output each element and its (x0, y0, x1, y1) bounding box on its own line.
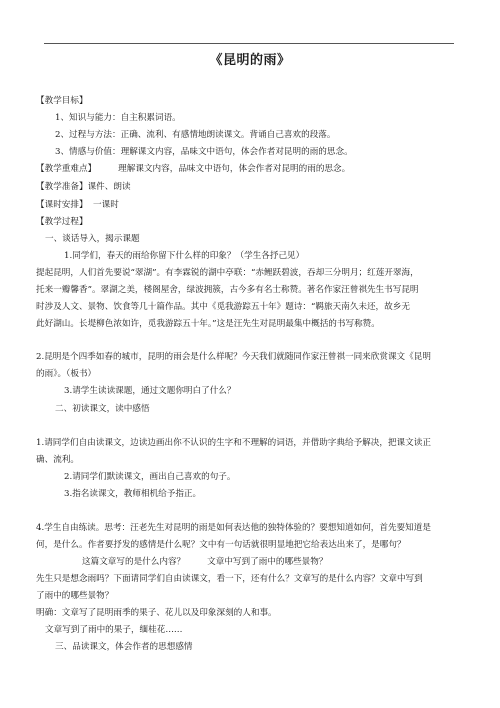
section1-question2-line: 2.昆明是个四季如春的城市，昆明的雨会是什么样呢？今天我们就随同作家汪曾祺一同来欣赏课文《昆明 (36, 352, 431, 362)
section2-fruit-line: 文章写到了雨中的果子，缅桂花…… (45, 625, 183, 635)
section2-item2: 2.请同学们默读课文，画出自己喜欢的句子。 (64, 472, 236, 482)
section1-paragraph-line: 托来一瓣馨香”。翠湖之美，楼阁屋舍，绿波拥簇，古今多有名士称赞。著名作家汪曾祺先生书写昆明 (36, 285, 419, 295)
section2-item4-line: 4.学生自由练读。思考：汪老先生对昆明的雨是如何表达他的独特体验的？要想知道如何，首先要知道是 (36, 523, 431, 533)
hours-line (36, 199, 468, 211)
section1-heading: 一、谈话导入，揭示课题 (45, 234, 140, 244)
section1-paragraph-line: 提起昆明，人们首先要说“翠湖”。有李霖锐的湖中亭联：“赤鲤跃碧波，吞却三分明月；红莲开翠海， (36, 268, 419, 278)
question-scenery: 文章中写到了雨中的哪些景物？ (207, 557, 328, 567)
goal-emotion: 3、情感与价值：理解课文内容，品味文中语句，体会作者对昆明的雨的思念。 (55, 147, 353, 157)
section2-item1-line: 确、流利。 (36, 455, 79, 465)
header-rule (44, 43, 454, 44)
section2-paragraph-line: 了雨中的哪些景物？ (36, 591, 114, 601)
section1-question3: 3.请学生读读课题，通过文题你明白了什么？ (64, 386, 236, 396)
key-points-line (36, 163, 468, 175)
section2-item3: 3.指名读课文，教师相机给予指正。 (64, 489, 202, 499)
section1-question1: 1.同学们，春天的雨给你留下什么样的印象？（学生各抒己见） (64, 251, 305, 261)
hours-heading: 【课时安排】 (36, 200, 88, 210)
key-points-heading: 【教学重难点】 (36, 164, 97, 174)
section3-heading: 三、品读课文，体会作者的思想感情 (55, 642, 193, 652)
section2-questions-line (82, 556, 500, 568)
hours-text: 一课时 (93, 200, 119, 210)
section2-heading: 二、初读课文，读中感悟 (55, 404, 150, 414)
goal-process: 2、过程与方法：正确、流利、有感情地朗读课文。背诵自己喜欢的段落。 (55, 130, 336, 140)
question-content: 这篇文章写的是什么内容？ (82, 557, 186, 567)
process-heading: 【教学过程】 (36, 217, 88, 227)
preparation-line: 【教学准备】课件、朗读 (36, 182, 131, 192)
document-title: 《昆明的雨》 (209, 53, 291, 68)
key-points-text: 理解课文内容，品味文中语句，体会作者对昆明的雨的思念。 (118, 164, 351, 174)
section2-clarification: 明确：文章写了昆明雨季的果子、花儿以及印象深刻的人和事。 (36, 608, 277, 618)
section1-paragraph-line: 此好湖山。长堤柳色浓如许，觅我游踪五十年。”这是汪先生对昆明最集中概括的书写称赞。 (36, 319, 380, 329)
goal-knowledge: 1、知识与能力：自主积累词语。 (55, 113, 181, 123)
section2-item1-line: 1.请同学们自由读课文，边读边画出你不认识的生字和不理解的词语，并借助字典给予解决，把课文读正 (36, 438, 431, 448)
section1-question2-line: 的雨》。（板书） (36, 369, 97, 379)
section2-paragraph-line: 先生只是想念雨吗？下面请同学们自由读课文，看一下，还有什么？文章写的是什么内容？文章中写到 (36, 574, 423, 584)
goals-heading: 【教学目标】 (36, 96, 88, 106)
section2-item4-line: 何，是什么。作者要抒发的感情是什么呢？文中有一句话就很明显地把它给表达出来了，是哪句？ (36, 540, 406, 550)
section1-paragraph-line: 时涉及人文、景物、饮食等几十篇作品。其中《觅我游踪五十年》题诗：“羁旅天南久未还，故乡无 (36, 302, 410, 312)
